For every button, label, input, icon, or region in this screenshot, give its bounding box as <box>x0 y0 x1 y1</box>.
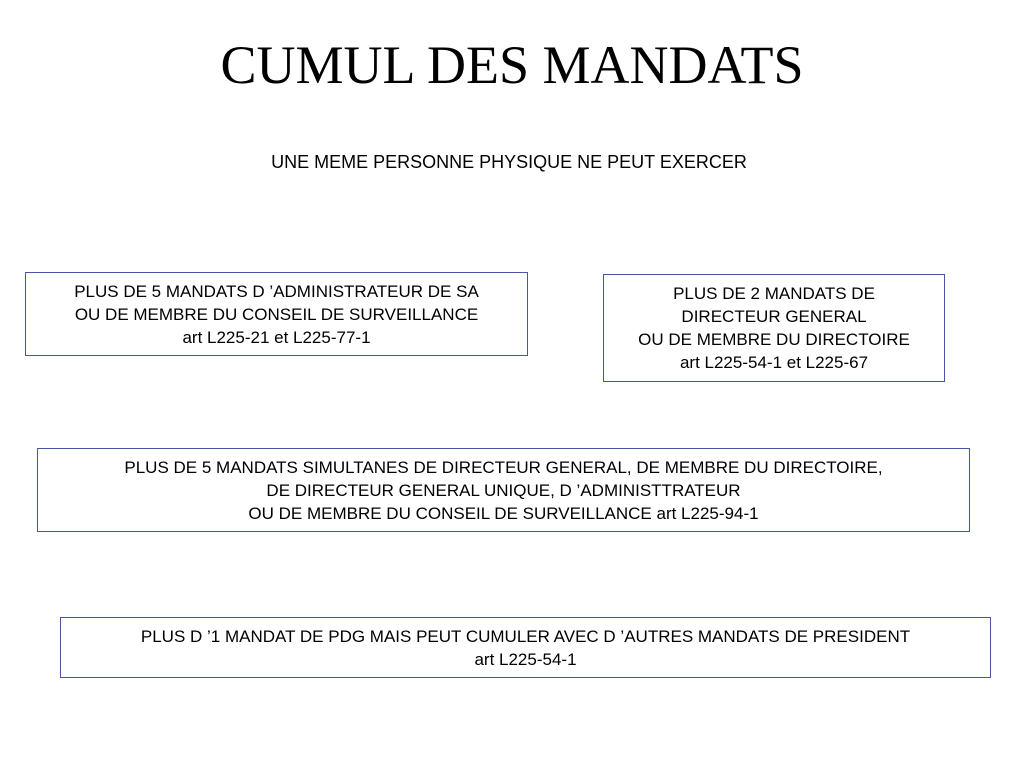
rule-line: OU DE MEMBRE DU DIRECTOIRE <box>638 330 910 349</box>
rule-line: OU DE MEMBRE DU CONSEIL DE SURVEILLANCE art L225-94-1 <box>248 503 759 523</box>
rule-line: PLUS D ’1 MANDAT DE PDG MAIS PEUT CUMULER AVEC D ’AUTRES MANDATS DE PRESIDENT <box>140 626 911 646</box>
rule-box-mandats-simultanes <box>37 448 970 532</box>
rule-line: art L225-54-1 <box>474 649 577 669</box>
rule-line: art L225-21 et L225-77-1 <box>182 327 371 347</box>
rule-box-directeur-general <box>603 274 945 382</box>
rule-line: PLUS DE 2 MANDATS DE <box>673 284 875 303</box>
rule-line: DIRECTEUR GENERAL <box>681 307 867 326</box>
rule-line: art L225-54-1 et L225-67 <box>679 353 869 372</box>
rule-line: PLUS DE 5 MANDATS SIMULTANES DE DIRECTEUR GENERAL, DE MEMBRE DU DIRECTOIRE, <box>124 457 883 477</box>
rule-line: DE DIRECTEUR GENERAL UNIQUE, D ’ADMINISTTRATEUR <box>266 480 741 500</box>
rule-line: PLUS DE 5 MANDATS D ’ADMINISTRATEUR DE SA <box>74 281 479 301</box>
rule-box-pdg <box>60 617 991 678</box>
rule-line: OU DE MEMBRE DU CONSEIL DE SURVEILLANCE <box>74 304 479 324</box>
slide-title: CUMUL DES MANDATS <box>220 35 804 95</box>
slide-subtitle: UNE MEME PERSONNE PHYSIQUE NE PEUT EXERCER <box>271 152 747 172</box>
rule-box-administrateur-sa <box>25 272 528 356</box>
